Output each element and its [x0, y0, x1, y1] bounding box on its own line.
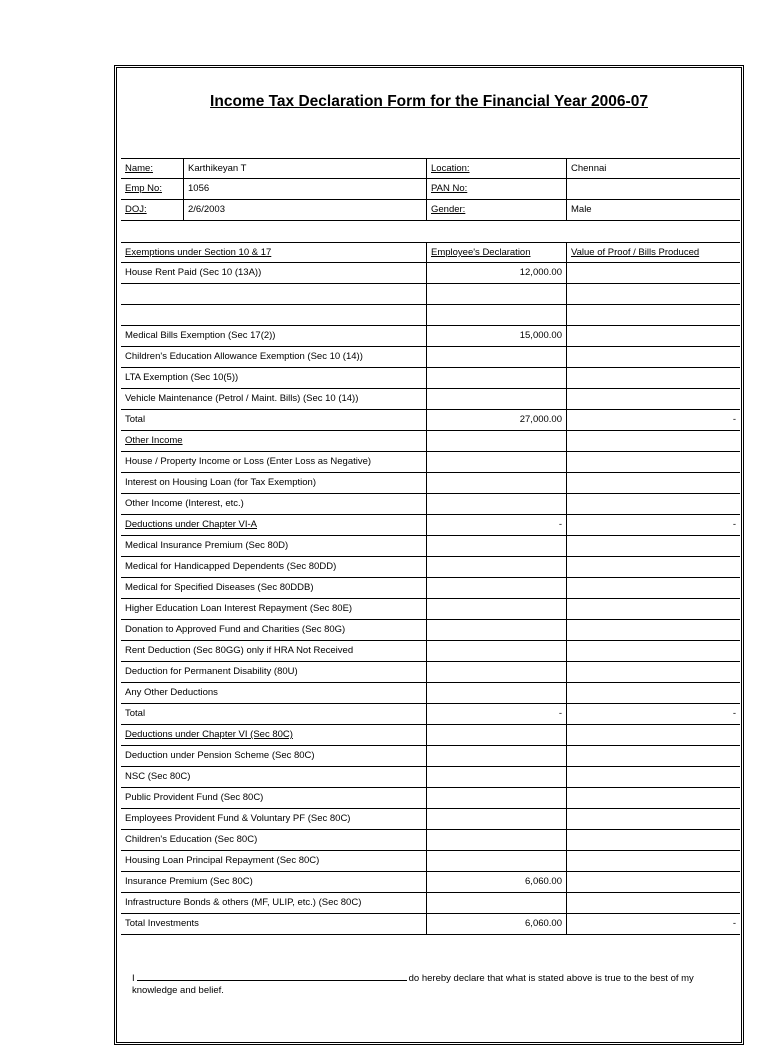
table-row: [121, 368, 740, 389]
row-declared-value: [426, 452, 566, 472]
row-proof-value: [566, 557, 740, 577]
row-declared-value: 27,000.00: [426, 410, 566, 430]
table-row: [121, 704, 740, 725]
table-row: [121, 830, 740, 851]
row-proof-value: [566, 284, 740, 304]
table-row: [121, 683, 740, 704]
row-declared-value: [426, 809, 566, 829]
empno-value: 1056: [183, 179, 426, 199]
row-declared-value: [426, 284, 566, 304]
declaration-prefix: I: [132, 973, 135, 984]
row-label: [121, 284, 426, 304]
table-row: [121, 872, 740, 893]
table-row: [121, 347, 740, 368]
table-row: [121, 914, 740, 935]
table-row: [121, 746, 740, 767]
location-label: Location:: [426, 159, 566, 178]
row-label: Vehicle Maintenance (Petrol / Maint. Bills) (Sec 10 (14)): [125, 393, 359, 404]
row-declared-value: [426, 746, 566, 766]
table-row: [121, 725, 740, 746]
table-row: [121, 578, 740, 599]
row-label: Donation to Approved Fund and Charities (Sec 80G): [125, 624, 346, 635]
table-row: [121, 410, 740, 431]
row-label: Medical for Specified Diseases (Sec 80DDB): [125, 582, 314, 593]
row-declared-value: -: [426, 515, 566, 535]
employee-row-doj: [121, 200, 740, 221]
row-label: House Rent Paid (Sec 10 (13A)): [125, 267, 262, 278]
row-proof-value: [566, 872, 740, 892]
row-label: Children's Education Allowance Exemption (Sec 10 (14)): [125, 351, 363, 362]
row-label: Housing Loan Principal Repayment (Sec 80C): [125, 855, 320, 866]
section-header: Exemptions under Section 10 & 17: [125, 247, 272, 258]
row-declared-value: [426, 473, 566, 493]
row-proof-value: [566, 809, 740, 829]
row-label: Deduction under Pension Scheme (Sec 80C): [125, 750, 315, 761]
row-declared-value: 6,060.00: [426, 914, 566, 934]
table-row: [121, 431, 740, 452]
row-proof-value: [566, 536, 740, 556]
proof-header: Value of Proof / Bills Produced: [566, 243, 740, 262]
table-row: [121, 515, 740, 536]
row-proof-value: [566, 641, 740, 661]
table-row: [121, 767, 740, 788]
doj-label: DOJ:: [125, 204, 147, 215]
row-declared-value: [426, 536, 566, 556]
table-row: [121, 305, 740, 326]
table-row: [121, 893, 740, 914]
row-proof-value: -: [566, 515, 740, 535]
row-proof-value: [566, 683, 740, 703]
row-proof-value: [566, 599, 740, 619]
section-header-row: [121, 242, 740, 263]
row-label: Other Income: [125, 435, 183, 446]
row-declared-value: [426, 662, 566, 682]
row-declared-value: [426, 788, 566, 808]
declaration-statement: [132, 972, 732, 997]
row-label: Rent Deduction (Sec 80GG) only if HRA Not Received: [125, 645, 354, 656]
row-declared-value: [426, 893, 566, 913]
row-proof-value: [566, 662, 740, 682]
row-proof-value: [566, 473, 740, 493]
table-row: [121, 389, 740, 410]
row-label: Deductions under Chapter VI (Sec 80C): [125, 729, 293, 740]
row-declared-value: [426, 389, 566, 409]
table-row: [121, 599, 740, 620]
row-label: Medical for Handicapped Dependents (Sec 80DD): [125, 561, 337, 572]
row-declared-value: [426, 347, 566, 367]
row-proof-value: [566, 746, 740, 766]
row-proof-value: [566, 851, 740, 871]
table-row: [121, 620, 740, 641]
name-value: Karthikeyan T: [183, 159, 426, 178]
row-declared-value: [426, 767, 566, 787]
employee-row-name: [121, 158, 740, 179]
row-label: Insurance Premium (Sec 80C): [125, 876, 253, 887]
pan-label: PAN No:: [426, 179, 566, 199]
row-proof-value: [566, 368, 740, 388]
form-title: Income Tax Declaration Form for the Financial Year 2006-07: [210, 93, 648, 110]
row-declared-value: [426, 641, 566, 661]
row-proof-value: [566, 452, 740, 472]
row-label: [121, 305, 426, 325]
row-declared-value: 6,060.00: [426, 872, 566, 892]
row-declared-value: [426, 557, 566, 577]
gender-value: Male: [566, 200, 740, 220]
table-row: [121, 473, 740, 494]
employee-row-empno: [121, 179, 740, 200]
row-label: Infrastructure Bonds & others (MF, ULIP, etc.) (Sec 80C): [125, 897, 362, 908]
row-label: Deduction for Permanent Disability (80U): [125, 666, 298, 677]
table-row: [121, 263, 740, 284]
doj-value: 2/6/2003: [183, 200, 426, 220]
table-row: [121, 809, 740, 830]
row-label: LTA Exemption (Sec 10(5)): [125, 372, 239, 383]
location-value: Chennai: [566, 159, 740, 178]
row-declared-value: [426, 368, 566, 388]
row-label: NSC (Sec 80C): [125, 771, 191, 782]
row-declared-value: [426, 431, 566, 451]
row-label: Total: [125, 708, 146, 719]
row-label: Interest on Housing Loan (for Tax Exemption): [125, 477, 316, 488]
row-declared-value: -: [426, 704, 566, 724]
table-row: [121, 326, 740, 347]
signature-name-line: [137, 972, 407, 981]
row-declared-value: [426, 851, 566, 871]
table-row: [121, 452, 740, 473]
row-declared-value: [426, 494, 566, 514]
row-proof-value: [566, 725, 740, 745]
row-label: Children's Education (Sec 80C): [125, 834, 258, 845]
table-row: [121, 641, 740, 662]
row-declared-value: 12,000.00: [426, 263, 566, 283]
row-declared-value: [426, 599, 566, 619]
row-label: House / Property Income or Loss (Enter Loss as Negative): [125, 456, 372, 467]
table-row: [121, 788, 740, 809]
row-proof-value: [566, 830, 740, 850]
row-declared-value: [426, 578, 566, 598]
pan-value: [566, 179, 740, 199]
row-label: Any Other Deductions: [125, 687, 218, 698]
row-proof-value: [566, 893, 740, 913]
row-declared-value: 15,000.00: [426, 326, 566, 346]
row-proof-value: [566, 347, 740, 367]
row-label: Medical Bills Exemption (Sec 17(2)): [125, 330, 276, 341]
table-row: [121, 662, 740, 683]
table-row: [121, 536, 740, 557]
table-row: [121, 284, 740, 305]
row-proof-value: -: [566, 704, 740, 724]
row-proof-value: [566, 305, 740, 325]
row-label: Total: [125, 414, 146, 425]
table-row: [121, 851, 740, 872]
empno-label: Emp No:: [125, 183, 162, 194]
row-declared-value: [426, 725, 566, 745]
name-label: Name:: [125, 163, 153, 174]
row-proof-value: [566, 263, 740, 283]
row-declared-value: [426, 305, 566, 325]
row-proof-value: [566, 494, 740, 514]
row-proof-value: [566, 431, 740, 451]
row-label: Employees Provident Fund & Voluntary PF (Sec 80C): [125, 813, 351, 824]
row-label: Deductions under Chapter VI-A: [125, 519, 258, 530]
row-label: Public Provident Fund (Sec 80C): [125, 792, 264, 803]
row-proof-value: -: [566, 410, 740, 430]
row-proof-value: [566, 620, 740, 640]
row-label: Medical Insurance Premium (Sec 80D): [125, 540, 289, 551]
row-proof-value: [566, 578, 740, 598]
table-row: [121, 557, 740, 578]
row-label: Total Investments: [125, 918, 199, 929]
gender-label: Gender:: [426, 200, 566, 220]
row-proof-value: [566, 326, 740, 346]
row-label: Other Income (Interest, etc.): [125, 498, 244, 509]
declaration-header: Employee's Declaration: [426, 243, 566, 262]
table-row: [121, 494, 740, 515]
row-declared-value: [426, 620, 566, 640]
row-proof-value: [566, 788, 740, 808]
row-label: Higher Education Loan Interest Repayment (Sec 80E): [125, 603, 353, 614]
declaration-text: do hereby declare that what is stated above is true to the best of my knowledge and belief.: [132, 973, 694, 996]
row-proof-value: [566, 767, 740, 787]
row-declared-value: [426, 830, 566, 850]
row-proof-value: -: [566, 914, 740, 934]
row-proof-value: [566, 389, 740, 409]
tax-declaration-form: [114, 65, 744, 1045]
row-declared-value: [426, 683, 566, 703]
